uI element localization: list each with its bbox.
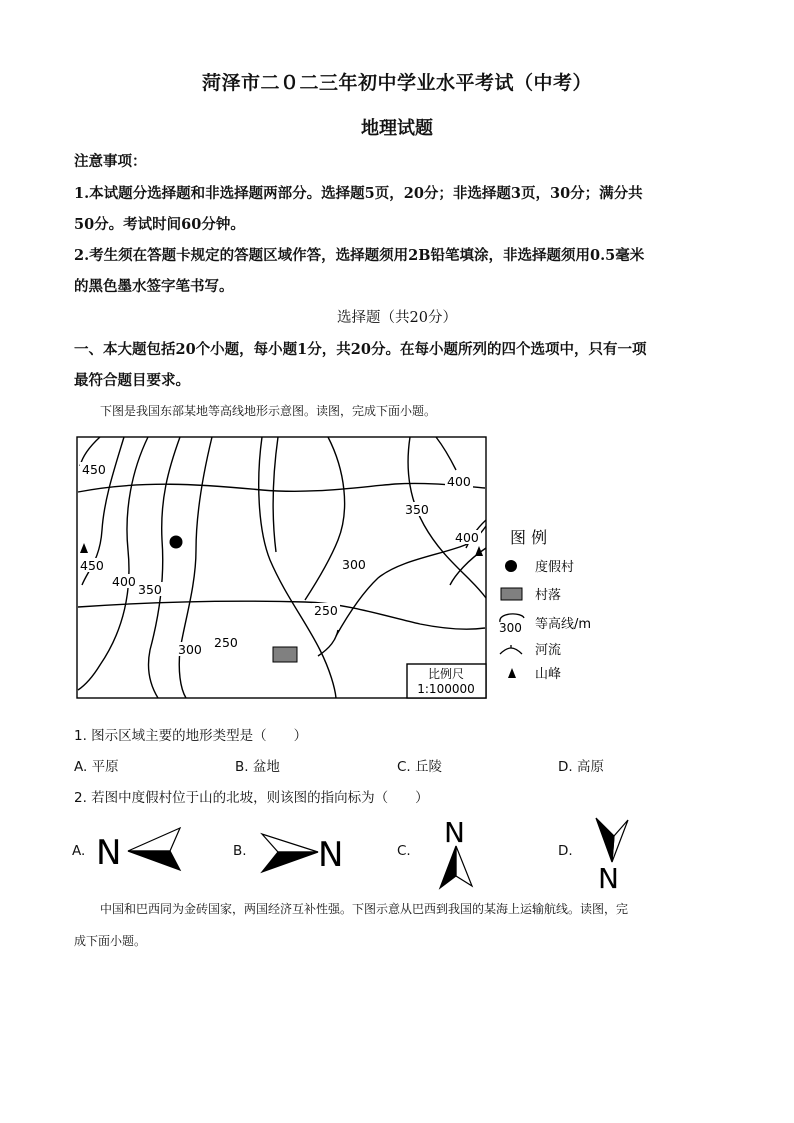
- intro-text-1: 下图是我国东部某地等高线地形示意图。读图，完成下面小题。: [100, 404, 437, 418]
- legend-contour-label: 等高线/m: [535, 617, 592, 632]
- contour-label: 400: [455, 530, 479, 545]
- legend-river-label: 河流: [535, 643, 562, 658]
- contour-label: 400: [447, 474, 471, 489]
- legend-contour-sample: 300: [499, 621, 522, 635]
- notice-item2-line1: 2.考生须在答题卡规定的答题区域作答，选择题须用2B铅笔填涂，非选择题须用0.5毫米: [74, 247, 645, 264]
- q2-option-a[interactable]: A.: [72, 843, 86, 859]
- contour-label: 350: [138, 582, 162, 597]
- contour-label: 400: [112, 574, 136, 589]
- notice-item2-line2: 的黑色墨水签字笔书写。: [74, 278, 234, 295]
- compass-n-label: N: [318, 835, 344, 875]
- contour-label: 450: [82, 462, 106, 477]
- legend-title: 图 例: [510, 528, 548, 547]
- q1-option-c[interactable]: C. 丘陵: [397, 759, 443, 775]
- contour-label: 350: [405, 502, 429, 517]
- contour-label: 250: [314, 603, 338, 618]
- section-instruction-line1: 一、本大题包括20个小题，每小题1分，共20分。在每小题所列的四个选项中，只有一项: [74, 341, 647, 358]
- compass-c-icon[interactable]: [440, 816, 472, 888]
- notice-heading: 注意事项：: [74, 153, 147, 170]
- compass-n-label: N: [96, 833, 122, 873]
- notice-item1-line2: 50分。考试时间60分钟。: [74, 216, 245, 233]
- contour-label: 300: [178, 642, 202, 657]
- notice-item1-line1: 1.本试题分选择题和非选择题两部分。选择题5页，20分；非选择题3页，30分；满分共: [74, 185, 643, 202]
- compass-d-icon[interactable]: [596, 818, 628, 895]
- section-instruction-line2: 最符合题目要求。: [74, 372, 190, 389]
- section-title: 选择题（共20分）: [337, 310, 457, 326]
- contour-label: 250: [214, 635, 238, 650]
- compass-a-icon[interactable]: [96, 828, 180, 873]
- intro-text-2-line2: 成下面小题。: [74, 934, 147, 948]
- q2-option-d[interactable]: D.: [558, 843, 573, 859]
- compass-b-icon[interactable]: [262, 834, 343, 875]
- legend-peak-label: 山峰: [535, 667, 562, 682]
- contour-label: 300: [342, 557, 366, 572]
- intro-text-2-line1: 中国和巴西同为金砖国家，两国经济互补性强。下图示意从巴西到我国的某海上运输航线。读图，完: [100, 902, 629, 916]
- question-1-text: 1. 图示区域主要的地形类型是（ ）: [74, 728, 308, 744]
- q1-option-b[interactable]: B. 盆地: [235, 759, 280, 775]
- q2-option-c[interactable]: C.: [397, 843, 411, 859]
- question-2-text: 2. 若图中度假村位于山的北坡，则该图的指向标为（ ）: [74, 790, 429, 806]
- q1-option-d[interactable]: D. 高原: [558, 759, 604, 775]
- q1-option-a[interactable]: A. 平原: [74, 759, 119, 775]
- compass-n-label: N: [598, 862, 619, 895]
- compass-n-label: N: [444, 816, 465, 849]
- exam-title: 菏泽市二０二三年初中学业水平考试（中考）: [201, 72, 592, 94]
- scale-value: 1:100000: [417, 682, 475, 696]
- legend-resort-label: 度假村: [535, 560, 575, 575]
- scale-title: 比例尺: [427, 667, 465, 681]
- exam-subtitle: 地理试题: [361, 118, 433, 139]
- q2-option-b[interactable]: B.: [233, 843, 247, 859]
- legend-village-label: 村落: [535, 588, 562, 603]
- contour-label: 450: [80, 558, 104, 573]
